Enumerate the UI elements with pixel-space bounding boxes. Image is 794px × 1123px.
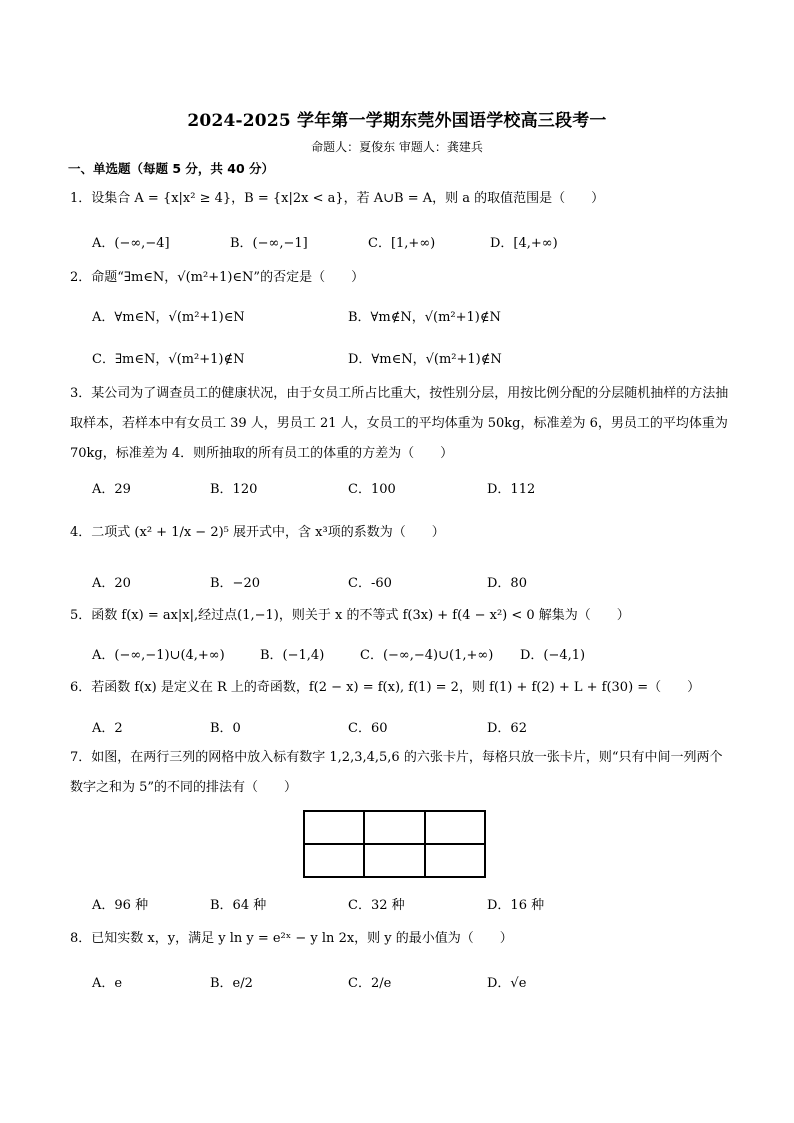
q4-option-d: D．80 (487, 576, 527, 591)
q8-option-d: D．√e (487, 976, 527, 991)
q6-option-d: D．62 (487, 721, 527, 736)
q4-option-b: B．−20 (210, 576, 260, 591)
question-8-stem: 8．已知实数 x，y，满足 y ln y = e²ˣ − y ln 2x，则 y 的最小值为（ ） (70, 931, 513, 946)
q5-option-a: A．(−∞,−1)∪(4,+∞) (92, 648, 225, 663)
q5-option-d: D．(−4,1) (520, 648, 586, 663)
q3-option-c: C．100 (348, 482, 396, 497)
q1-option-b: B．(−∞,−1] (230, 236, 308, 251)
q8-option-c: C．2/e (348, 976, 392, 991)
card-grid-figure (303, 810, 486, 878)
q7-option-d: D．16 种 (487, 898, 545, 913)
q4-stem-pre: 4．二项式 (70, 525, 131, 540)
question-3-stem: 3．某公司为了调查员工的健康状况，由于女员工所占比重大，按性别分层，用按比例分配的分层随机抽样的方法抽取样本，若样本中有女员工 39 人，男员工 21 人，女员工的平均体重为 50kg，标准差为 6，男员工的平均体重为 70kg，标准差为 4．则所抽取的所有员工的体重的方差为（ ） (70, 386, 729, 461)
q2-option-b: B．∀m∉N，√(m²+1)∉N (348, 310, 501, 325)
q8-option-b: B．e/2 (210, 976, 253, 991)
q2-option-a: A．∀m∈N，√(m²+1)∈N (92, 310, 245, 325)
q7-option-a: A．96 种 (92, 898, 149, 913)
grid-cell (425, 811, 485, 844)
q7-option-b: B．64 种 (210, 898, 267, 913)
question-7-stem: 7．如图，在两行三列的网格中放入标有数字 1,2,3,4,5,6 的六张卡片，每格只放一张卡片，则“只有中间一列两个数字之和为 5”的不同的排法有（ ） (70, 750, 723, 795)
section-heading: 一、单选题（每题 5 分，共 40 分） (68, 161, 275, 176)
question-5-stem: 5．函数 f(x) = ax|x|,经过点(1,−1)，则关于 x 的不等式 f(3x) + f(4 − x²) < 0 解集为（ ） (70, 608, 630, 623)
q4-stem-expression: (x² + 1/x − 2)⁵ (134, 525, 229, 540)
q1-option-a: A．(−∞,−4] (92, 236, 170, 251)
grid-cell (364, 844, 424, 877)
q8-option-a: A．e (92, 976, 123, 991)
q3-option-d: D．112 (487, 482, 536, 497)
grid-cell (364, 811, 424, 844)
q5-option-b: B．(−1,4) (260, 648, 325, 663)
grid-cell (304, 844, 364, 877)
q3-option-a: A．29 (92, 482, 131, 497)
question-1-stem: 1．设集合 A = {x|x² ≥ 4}，B = {x|2x < a}，若 A∪B = A，则 a 的取值范围是（ ） (70, 191, 605, 206)
q4-stem-post: 展开式中，含 x³项的系数为（ ） (233, 525, 445, 540)
question-6-stem: 6．若函数 f(x) 是定义在 R 上的奇函数，f(2 − x) = f(x), f(1) = 2，则 f(1) + f(2) + L + f(30) =（ ） (70, 680, 701, 695)
q2-option-c: C．∃m∈N，√(m²+1)∉N (92, 352, 245, 367)
q4-option-a: A．20 (92, 576, 131, 591)
q6-option-b: B．0 (210, 721, 241, 736)
authors-line: 命题人：夏俊东 审题人：龚建兵 (311, 140, 483, 154)
q1-option-d: D．[4,+∞) (490, 236, 558, 251)
q1-option-c: C．[1,+∞) (368, 236, 436, 251)
q4-option-c: C．-60 (348, 576, 392, 591)
q6-option-c: C．60 (348, 721, 388, 736)
question-4-stem (70, 518, 735, 548)
page-title: 2024-2025 学年第一学期东莞外国语学校高三段考一 (187, 111, 607, 131)
q7-option-c: C．32 种 (348, 898, 405, 913)
q3-option-b: B．120 (210, 482, 258, 497)
grid-cell (425, 844, 485, 877)
grid-cell (304, 811, 364, 844)
q2-option-d: D．∀m∈N，√(m²+1)∉N (348, 352, 502, 367)
question-2-stem: 2．命题“∃m∈N，√(m²+1)∈N”的否定是（ ） (70, 270, 365, 285)
q6-option-a: A．2 (92, 721, 123, 736)
q5-option-c: C．(−∞,−4)∪(1,+∞) (360, 648, 494, 663)
